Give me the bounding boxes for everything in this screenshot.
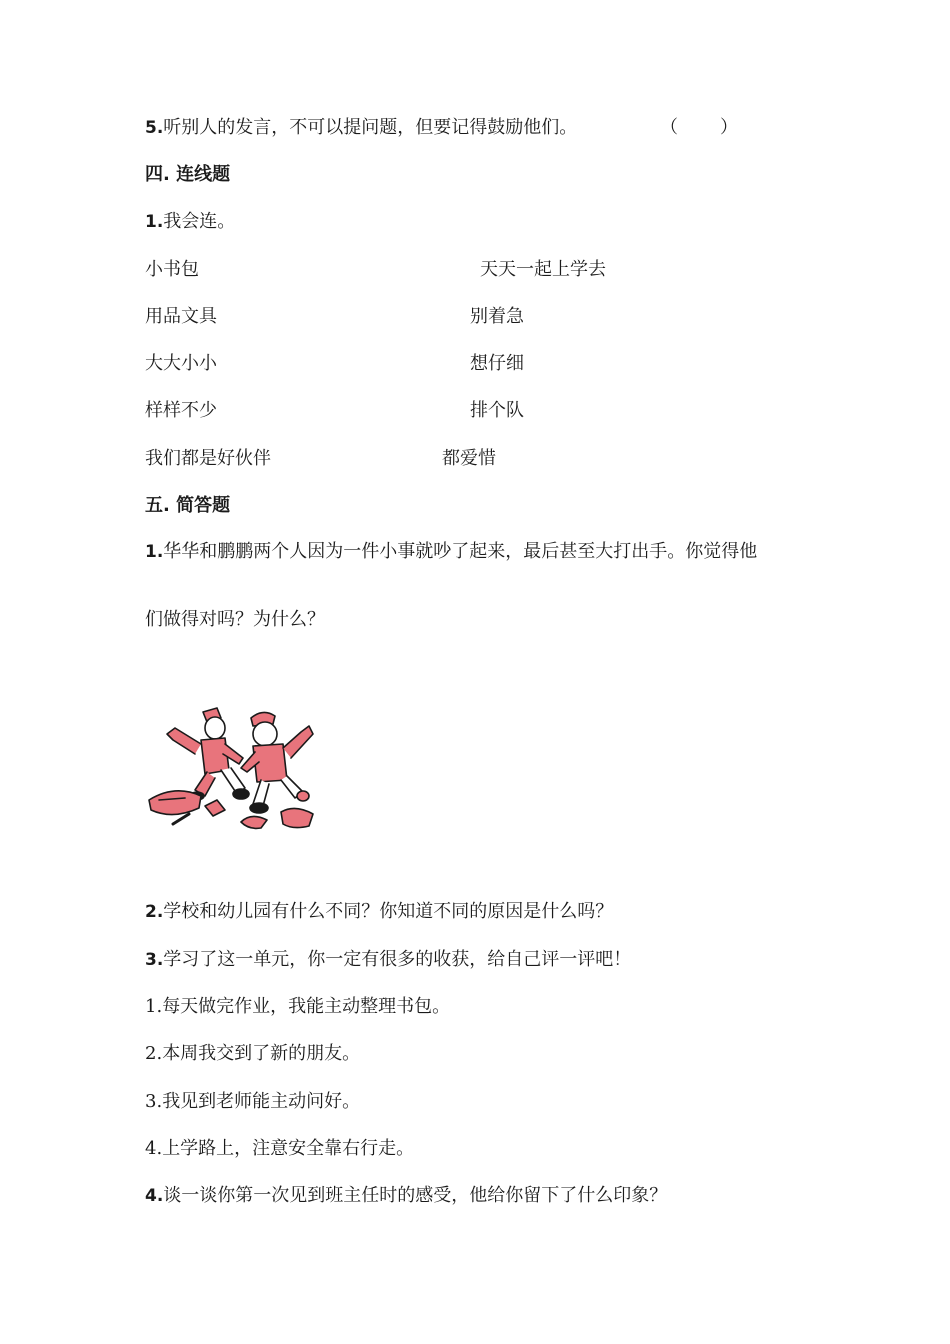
question-number: 1. xyxy=(145,542,164,562)
match-left-3[interactable]: 大大小小 xyxy=(145,353,217,374)
paren-close: ） xyxy=(720,117,738,138)
item-text: 上学路上，注意安全靠右行走。 xyxy=(162,1138,415,1159)
paren-open: （ xyxy=(660,117,678,138)
question-number: 5. xyxy=(145,118,164,138)
item-text: 本周我交到了新的朋友。 xyxy=(162,1043,361,1064)
question-number: 2. xyxy=(145,902,164,922)
question-text: 学校和幼儿园有什么不同？你知道不同的原因是什么吗？ xyxy=(163,901,614,922)
question-text: 学习了这一单元，你一定有很多的收获，给自己评一评吧！ xyxy=(163,949,632,970)
item-text: 我见到老师能主动问好。 xyxy=(162,1091,361,1112)
match-right-2[interactable]: 别着急 xyxy=(470,306,524,327)
question-number: 4. xyxy=(145,1186,164,1206)
question-number: 1. xyxy=(145,212,164,232)
question-text: 谈一谈你第一次见到班主任时的感受，他给你留下了什么印象？ xyxy=(163,1185,668,1206)
match-left-2[interactable]: 用品文具 xyxy=(145,306,217,327)
match-right-4[interactable]: 排个队 xyxy=(470,400,524,421)
self-eval-item-4 xyxy=(145,1137,414,1161)
short-answer-1-line1 xyxy=(145,540,757,564)
self-eval-item-1 xyxy=(145,995,450,1019)
fighting-boys-illustration xyxy=(145,700,325,835)
self-eval-item-3 xyxy=(145,1090,360,1114)
match-right-5[interactable]: 都爱惜 xyxy=(442,448,496,469)
answer-parentheses[interactable] xyxy=(660,116,738,140)
item-number: 4. xyxy=(145,1138,163,1159)
question-5 xyxy=(145,116,577,140)
item-number: 1. xyxy=(145,996,163,1017)
short-answer-4 xyxy=(145,1184,667,1208)
prompt-text: 我会连。 xyxy=(163,211,236,232)
section-4-title: 四. 连线题 xyxy=(145,164,231,185)
match-left-4[interactable]: 样样不少 xyxy=(145,400,217,421)
short-answer-3 xyxy=(145,948,631,972)
question-text: 听别人的发言，不可以提问题，但要记得鼓励他们。 xyxy=(163,117,578,138)
match-right-1[interactable]: 天天一起上学去 xyxy=(480,259,606,280)
self-eval-item-2 xyxy=(145,1042,360,1066)
question-number: 3. xyxy=(145,950,164,970)
match-right-3[interactable]: 想仔细 xyxy=(470,353,524,374)
item-text: 每天做完作业，我能主动整理书包。 xyxy=(162,996,451,1017)
item-number: 2. xyxy=(145,1043,163,1064)
match-left-5[interactable]: 我们都是好伙伴 xyxy=(145,448,271,469)
question-text: 华华和鹏鹏两个人因为一件小事就吵了起来，最后甚至大打出手。你觉得他 xyxy=(163,541,758,562)
match-left-1[interactable]: 小书包 xyxy=(145,259,199,280)
short-answer-1-line2: 们做得对吗？为什么？ xyxy=(145,609,325,630)
item-number: 3. xyxy=(145,1091,163,1112)
short-answer-2 xyxy=(145,900,613,924)
matching-prompt xyxy=(145,210,235,234)
section-5-title: 五. 简答题 xyxy=(145,495,231,516)
